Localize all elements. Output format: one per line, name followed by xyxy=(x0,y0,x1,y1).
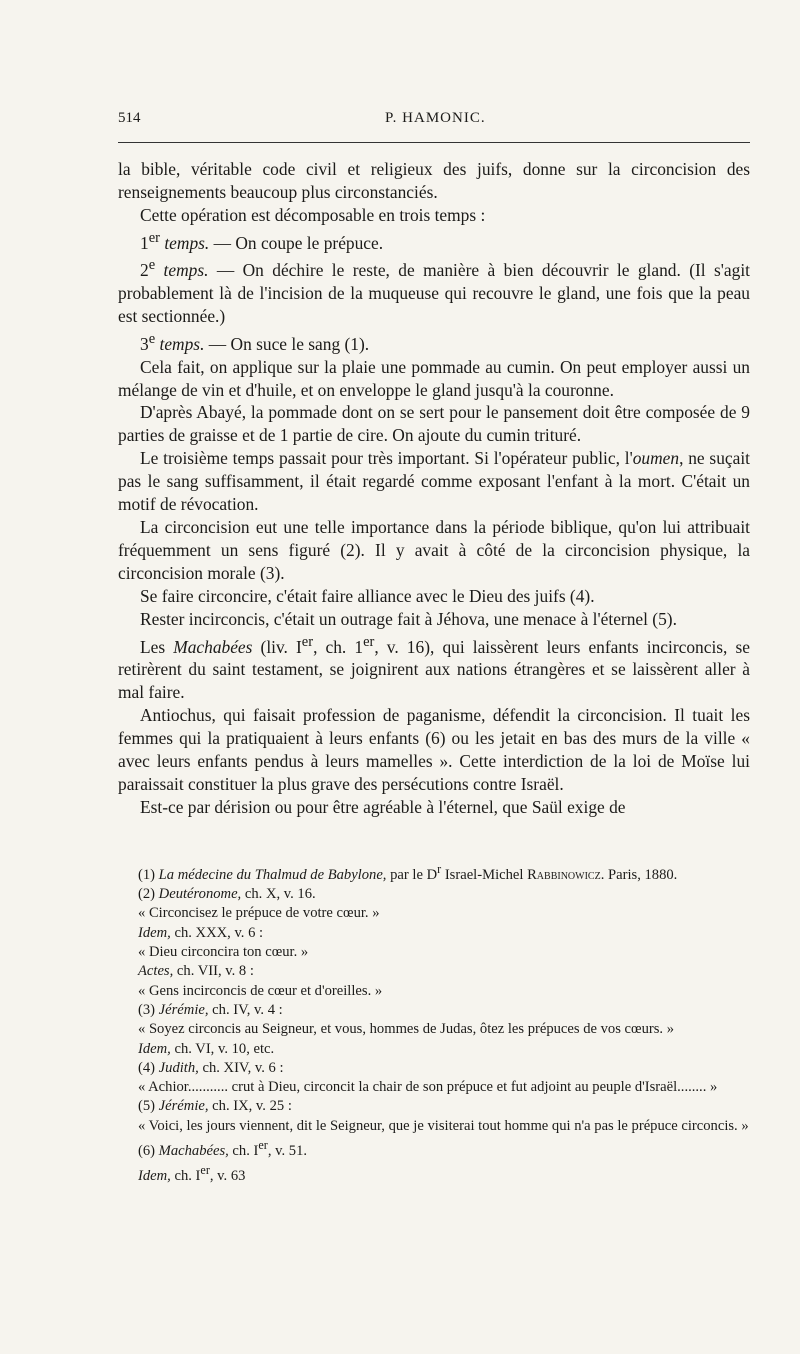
body-paragraph: Le troisième temps passait pour très important. Si l'opérateur public, l'oumen, ne suçait pas le sang suffisamment, il était regardé comme exposant l'enfant à la mort. C'était un motif de révocation. xyxy=(118,448,750,515)
footnotes xyxy=(118,860,750,1186)
footnote-line: (5) Jérémie, ch. IX, v. 25 : xyxy=(138,1098,292,1115)
footnote-line: « Achior........... crut à Dieu, circoncit la chair de son prépuce et fut adjoint au peuple d'Israël........ » xyxy=(138,1079,718,1096)
header-rule xyxy=(118,142,750,143)
body-paragraph: Cette opération est décomposable en trois temps : xyxy=(140,204,486,225)
book-page xyxy=(118,0,750,1354)
body-paragraph: Se faire circoncire, c'était faire alliance avec le Dieu des juifs (4). xyxy=(140,585,595,606)
footnote-line: (2) Deutéronome, ch. X, v. 16. xyxy=(138,886,316,903)
footnote-line: (6) Machabées, ch. Ier, v. 51. xyxy=(138,1138,308,1159)
body-paragraph: La circoncision eut une telle importance dans la période biblique, qu'on lui attribuait fréquemment un sens figuré (2). Il y avait à côté de la circoncision physique, la circoncision morale (3). xyxy=(118,516,750,583)
footnote-line: Idem, ch. VI, v. 10, etc. xyxy=(138,1040,275,1057)
footnote-line: « Gens incirconcis de cœur et d'oreilles. » xyxy=(138,982,383,999)
body-paragraph: 2e temps. — On déchire le reste, de manière à bien découvrir le gland. (Il s'agit probablement là de l'incision de la muqueuse qui recouvre le gland, une fois que la peau est sectionnée.) xyxy=(118,257,750,327)
body-paragraph: Antiochus, qui faisait profession de paganisme, défendit la circoncision. Il tuait les femmes qui la pratiquaient à leurs enfants (6) ou les jetait en bas des murs de la ville « avec leurs enfants pendus à leurs mamelles ». Cette interdiction de la loi de Moïse lui paraissait constituer la plus grave des persécutions contre Israël. xyxy=(118,705,750,794)
page-number: 514 xyxy=(118,110,141,126)
footnote-line: « Soyez circoncis au Seigneur, et vous, hommes de Judas, ôtez les prépuces de vos cœurs. » xyxy=(138,1021,675,1038)
footnote-line: (1) La médecine du Thalmud de Babylone, par le $D^r$ Israel-Michel Rabbinowicz. Paris, 1880. xyxy=(138,862,678,883)
main-text xyxy=(118,158,750,819)
body-paragraph: D'après Abayé, la pommade dont on se sert pour le pansement doit être composée de 9 parties de graisse et de 1 partie de cire. On ajoute du cumin trituré. xyxy=(118,402,750,446)
footnote-line: « Dieu circoncira ton cœur. » xyxy=(138,944,309,961)
body-paragraph: Les Machabées (liv. Ier, ch. 1er, v. 16), qui laissèrent leurs enfants incirconcis, se retirèrent du saint testament, se joignirent aux nations étrangères et se laissèrent aller à mal faire. xyxy=(118,633,750,703)
body-paragraph: la bible, véritable code civil et religieux des juifs, donne sur la circoncision des renseignements beaucoup plus circonstanciés. xyxy=(118,159,750,202)
body-paragraph: 1er temps. — On coupe le prépuce. xyxy=(140,229,384,253)
body-paragraph: Est-ce par dérision ou pour être agréable à l'éternel, que Saül exige de xyxy=(140,796,626,817)
running-title: P. HAMONIC. xyxy=(385,110,486,126)
footnote-line: (3) Jérémie, ch. IV, v. 4 : xyxy=(138,1001,283,1018)
body-paragraph: Cela fait, on applique sur la plaie une pommade au cumin. On peut employer aussi un mélange de vin et d'huile, et on enveloppe le gland jusqu'à la couronne. xyxy=(118,356,750,400)
page-header xyxy=(118,110,750,134)
footnote-line: (4) Judith, ch. XIV, v. 6 : xyxy=(138,1059,284,1076)
footnote-line: Actes, ch. VII, v. 8 : xyxy=(138,963,254,980)
footnote-line: « Circoncisez le prépuce de votre cœur. » xyxy=(138,905,380,922)
footnote-line: « Voici, les jours viennent, dit le Seigneur, que je visiterai tout homme qui n'a pas le prépuce circoncis. » xyxy=(138,1117,749,1134)
footnote-line: Idem, ch. XXX, v. 6 : xyxy=(138,924,264,941)
body-paragraph: 3e temps. — On suce le sang (1). xyxy=(140,330,370,354)
body-paragraph: Rester incirconcis, c'était un outrage fait à Jéhova, une menace à l'éternel (5). xyxy=(140,608,677,629)
footnote-line: Idem, ch. Ier, v. 63 xyxy=(138,1163,246,1185)
